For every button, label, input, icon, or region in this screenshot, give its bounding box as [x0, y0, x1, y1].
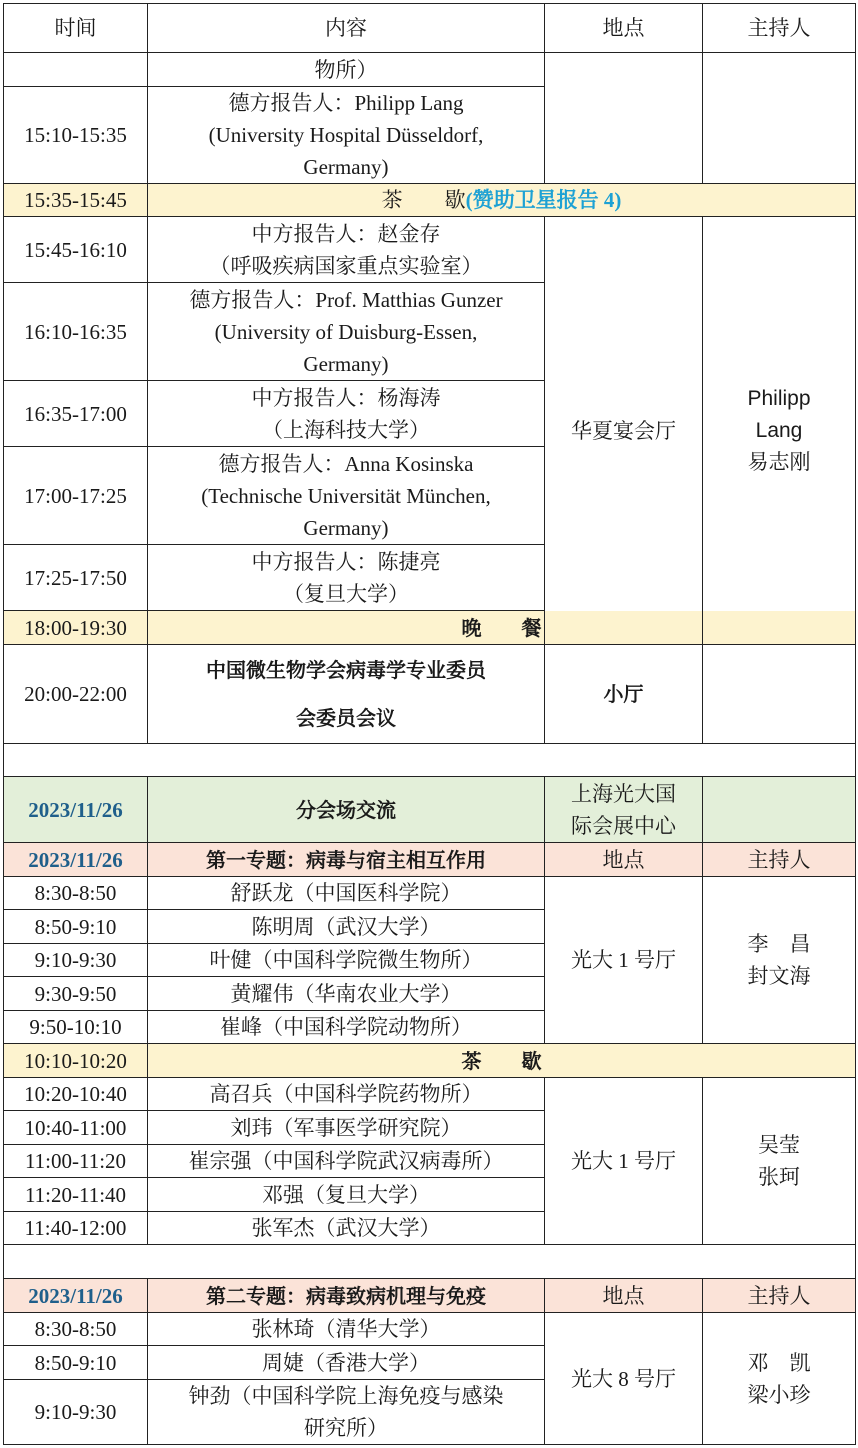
content-cell: 黄耀伟（华南农业大学）: [148, 977, 545, 1011]
host-cell: [703, 645, 856, 744]
content-cell: 高召兵（中国科学院药物所）: [148, 1078, 545, 1111]
speaker-line: 德方报告人：Prof. Matthias Gunzer: [189, 287, 503, 312]
time-cell: [4, 53, 148, 87]
host-name: 梁小珍: [747, 1382, 811, 1407]
host-name: 张珂: [758, 1165, 800, 1189]
time-cell: 8:30-8:50: [4, 1313, 148, 1346]
speaker-line: 中方报告人：赵金存: [251, 221, 441, 246]
content-cell: [148, 217, 545, 283]
topic-header-row: [4, 843, 856, 877]
break-label: 茶 歇: [381, 188, 466, 212]
time-cell: 20:00-22:00: [4, 645, 148, 744]
affiliation-line: Germany): [303, 155, 389, 179]
speaker-line: 德方报告人：Philipp Lang: [228, 91, 464, 115]
break-label: 茶 歇: [148, 1044, 856, 1078]
affiliation-line: （上海科技大学）: [262, 417, 430, 442]
content-cell: [148, 545, 545, 611]
time-cell: 11:40-12:00: [4, 1212, 148, 1245]
host-cell: [703, 777, 856, 843]
session-row: [4, 777, 856, 843]
time-cell: 10:40-11:00: [4, 1111, 148, 1145]
header-host: 主持人: [703, 4, 856, 53]
content-cell: [148, 283, 545, 381]
header-row: [4, 4, 856, 53]
host-header: 主持人: [703, 1279, 856, 1313]
content-cell: 舒跃龙（中国医科学院）: [148, 877, 545, 910]
host-name: 易志刚: [747, 450, 811, 474]
table-row: [4, 645, 856, 744]
venue-header: 地点: [545, 1279, 703, 1313]
speaker-line: 钟劲（中国科学院上海免疫与感染: [188, 1384, 504, 1408]
content-cell: 叶健（中国科学院微生物所）: [148, 944, 545, 977]
host-cell: [703, 217, 856, 645]
session-title: 分会场交流: [148, 777, 545, 843]
host-name: 邓 凯: [747, 1350, 811, 1375]
dinner-label: 晚 餐: [148, 611, 856, 645]
affiliation-line: Germany): [303, 351, 389, 376]
venue-cell: 光大 1 号厅: [545, 1078, 703, 1245]
venue-line: 上海光大国: [571, 781, 676, 806]
content-cell: 物所）: [148, 53, 545, 87]
host-name: 吴莹: [758, 1133, 800, 1157]
content-cell: 张林琦（清华大学）: [148, 1313, 545, 1346]
break-row: [4, 1044, 856, 1078]
affiliation-line: (Technische Universität München,: [201, 483, 491, 508]
table-row: [4, 877, 856, 910]
speaker-line: 中方报告人：陈捷亮: [251, 549, 441, 574]
content-cell: 周婕（香港大学）: [148, 1346, 545, 1380]
table-row: [4, 53, 856, 87]
meeting-line: 中国微生物学会病毒学专业委员: [206, 658, 486, 682]
content-cell: [148, 381, 545, 447]
time-cell: 10:20-10:40: [4, 1078, 148, 1111]
venue-cell: [545, 777, 703, 843]
content-cell: 陈明周（武汉大学）: [148, 910, 545, 944]
time-cell: 9:30-9:50: [4, 977, 148, 1011]
sponsor-label: (赞助卫星报告 4): [465, 188, 622, 212]
content-cell: 张军杰（武汉大学）: [148, 1212, 545, 1245]
affiliation-line: (University of Duisburg-Essen,: [214, 319, 478, 344]
venue-cell: 华夏宴会厅: [545, 217, 703, 645]
time-cell: 18:00-19:30: [4, 611, 148, 645]
time-cell: 9:50-10:10: [4, 1011, 148, 1044]
header-content: 内容: [148, 4, 545, 53]
time-cell: 15:45-16:10: [4, 217, 148, 283]
venue-line: 际会展中心: [571, 813, 676, 838]
topic-header-row: [4, 1279, 856, 1313]
venue-cell: 光大 1 号厅: [545, 877, 703, 1044]
affiliation-line: （复旦大学）: [283, 581, 409, 606]
time-cell: 17:00-17:25: [4, 447, 148, 545]
time-cell: 11:20-11:40: [4, 1178, 148, 1212]
header-time: 时间: [4, 4, 148, 53]
table-row: [4, 1313, 856, 1346]
content-cell: 刘玮（军事医学研究院）: [148, 1111, 545, 1145]
time-cell: 8:30-8:50: [4, 877, 148, 910]
host-name: Lang: [755, 418, 803, 442]
header-venue: 地点: [545, 4, 703, 53]
speaker-line: 研究所）: [304, 1416, 388, 1440]
speaker-line: 德方报告人：Anna Kosinska: [218, 451, 474, 476]
venue-cell: 光大 8 号厅: [545, 1313, 703, 1445]
content-cell: [148, 645, 545, 744]
time-cell: 9:10-9:30: [4, 944, 148, 977]
topic-title: 第二专题：病毒致病机理与免疫: [148, 1279, 545, 1313]
venue-cell: 小厅: [545, 645, 703, 744]
host-name: 封文海: [747, 964, 811, 988]
break-row: [4, 184, 856, 217]
spacer-cell: [4, 1245, 856, 1279]
content-cell: 崔宗强（中国科学院武汉病毒所）: [148, 1145, 545, 1178]
content-cell: [148, 87, 545, 184]
time-cell: 9:10-9:30: [4, 1380, 148, 1445]
topic-title: 第一专题：病毒与宿主相互作用: [148, 843, 545, 877]
time-cell: 8:50-9:10: [4, 910, 148, 944]
affiliation-line: (University Hospital Düsseldorf,: [208, 123, 484, 147]
affiliation-line: （呼吸疾病国家重点实验室）: [209, 253, 483, 278]
time-cell: 11:00-11:20: [4, 1145, 148, 1178]
spacer-row: [4, 744, 856, 777]
speaker-line: 中方报告人：杨海涛: [251, 385, 441, 410]
date-cell: 2023/11/26: [4, 777, 148, 843]
host-name: 李 昌: [747, 932, 811, 956]
host-cell: [703, 1313, 856, 1445]
host-cell: [703, 53, 856, 184]
date-cell: 2023/11/26: [4, 843, 148, 877]
meeting-line: 会委员会议: [296, 706, 396, 730]
host-name: Philipp: [747, 386, 811, 410]
break-cell: [148, 184, 856, 217]
time-cell: 16:35-17:00: [4, 381, 148, 447]
time-cell: 8:50-9:10: [4, 1346, 148, 1380]
time-cell: 15:35-15:45: [4, 184, 148, 217]
content-cell: 邓强（复旦大学）: [148, 1178, 545, 1212]
venue-header: 地点: [545, 843, 703, 877]
content-cell: [148, 1380, 545, 1445]
time-cell: 17:25-17:50: [4, 545, 148, 611]
spacer-cell: [4, 744, 856, 777]
affiliation-line: Germany): [303, 515, 389, 540]
schedule-table: [3, 3, 856, 1445]
host-header: 主持人: [703, 843, 856, 877]
venue-cell: [545, 53, 703, 184]
time-cell: 10:10-10:20: [4, 1044, 148, 1078]
host-cell: [703, 1078, 856, 1245]
content-cell: [148, 447, 545, 545]
content-cell: 崔峰（中国科学院动物所）: [148, 1011, 545, 1044]
time-cell: 15:10-15:35: [4, 87, 148, 184]
table-row: [4, 217, 856, 283]
table-row: [4, 1078, 856, 1111]
break-row: [4, 611, 856, 645]
date-cell: 2023/11/26: [4, 1279, 148, 1313]
time-cell: 16:10-16:35: [4, 283, 148, 381]
host-cell: [703, 877, 856, 1044]
spacer-row: [4, 1245, 856, 1279]
